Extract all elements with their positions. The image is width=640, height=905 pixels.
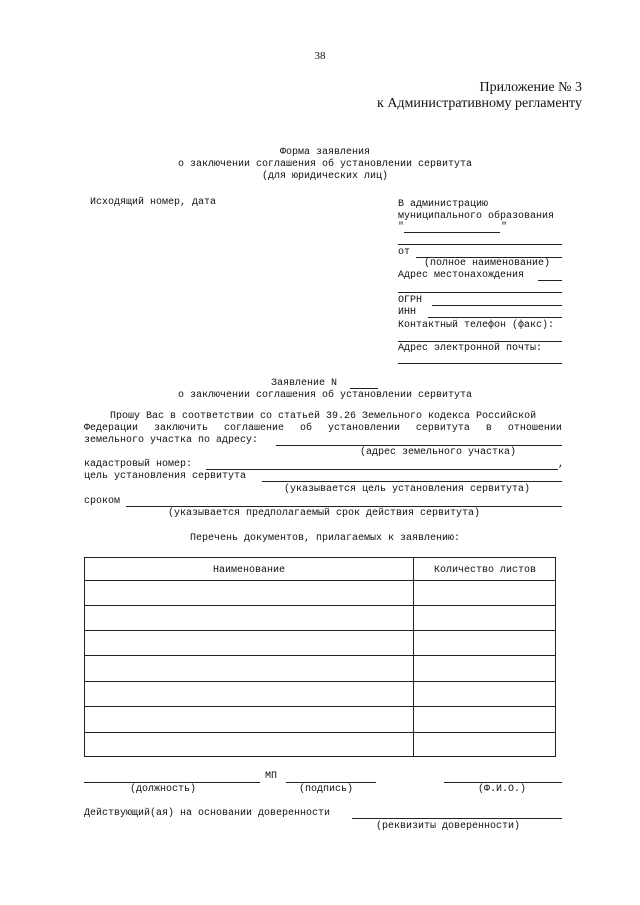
- paragraph-word: установлении: [327, 423, 400, 434]
- ogrn-label: ОГРН: [398, 295, 423, 306]
- column-header-sheets: Количество листов: [433, 565, 537, 576]
- table-row[interactable]: [85, 732, 555, 733]
- table-row[interactable]: [85, 630, 555, 631]
- addressee-line-1: В администрацию: [398, 199, 489, 210]
- term-field[interactable]: [126, 506, 562, 507]
- inn-label: ИНН: [398, 307, 417, 318]
- phone-label: Контактный телефон (факс):: [398, 320, 555, 331]
- appendix-line-1: Приложение № 3: [479, 80, 582, 95]
- page-number: 38: [314, 50, 326, 62]
- term-hint: (указывается предполагаемый срок действия сервитута): [168, 508, 481, 519]
- proxy-label: Действующий(ая) на основании доверенности: [84, 808, 331, 819]
- table-row[interactable]: [85, 580, 555, 581]
- term-label: сроком: [84, 496, 121, 507]
- addressee-blank-line[interactable]: [398, 244, 562, 245]
- table-row[interactable]: [85, 681, 555, 682]
- location-address-field-2[interactable]: [398, 292, 562, 293]
- paragraph-line-3: земельного участка по адресу:: [84, 435, 259, 446]
- purpose-label: цель установления сервитута: [84, 471, 247, 482]
- paragraph-word: соглашение: [223, 423, 284, 434]
- land-address-hint: (адрес земельного участка): [360, 447, 517, 458]
- table-row[interactable]: [85, 605, 555, 606]
- purpose-hint: (указывается цель установления сервитута): [284, 484, 531, 495]
- paragraph-word: заключить: [153, 423, 208, 434]
- paragraph-word: отношении: [507, 423, 562, 434]
- table-row[interactable]: [85, 706, 555, 707]
- statement-number-field[interactable]: [350, 388, 378, 389]
- quote-open: ": [398, 222, 405, 233]
- statement-title: Заявление N: [271, 378, 338, 389]
- inn-field[interactable]: [428, 317, 562, 318]
- quote-close: ": [501, 222, 508, 233]
- paragraph-word: сервитута: [415, 423, 470, 434]
- purpose-field[interactable]: [262, 481, 562, 482]
- municipality-name-field[interactable]: [404, 232, 500, 233]
- email-label: Адрес электронной почты:: [398, 343, 543, 354]
- paragraph-line-1: Прошу Вас в соответствии со статьей 39.26 Земельного кодекса Российской: [110, 411, 537, 422]
- stamp-label: МП: [265, 771, 278, 782]
- appendix-line-2: к Административному регламенту: [377, 96, 582, 111]
- outgoing-number-label: Исходящий номер, дата: [90, 197, 217, 208]
- phone-field[interactable]: [398, 341, 562, 342]
- form-title-line-2: о заключении соглашения об установлении сервитута: [177, 159, 473, 170]
- location-address-field[interactable]: [538, 280, 562, 281]
- table-column-divider: [413, 558, 414, 756]
- email-field[interactable]: [398, 363, 562, 364]
- form-title-line-3: (для юридических лиц): [261, 171, 389, 182]
- table-row[interactable]: [85, 655, 555, 656]
- from-label: от: [398, 247, 411, 258]
- column-header-name: Наименование: [212, 565, 285, 576]
- statement-subtitle: о заключении соглашения об установлении сервитута: [177, 390, 473, 401]
- documents-title: Перечень документов, прилагаемых к заявлению:: [189, 533, 461, 544]
- proxy-hint: (реквизиты доверенности): [376, 821, 521, 832]
- paragraph-line-2: [84, 423, 562, 435]
- documents-table: [84, 557, 556, 757]
- signature-field[interactable]: [286, 782, 376, 783]
- position-hint: (должность): [130, 784, 197, 795]
- location-address-label: Адрес местонахождения: [398, 270, 525, 281]
- full-name-field[interactable]: [444, 782, 562, 783]
- ogrn-field[interactable]: [432, 305, 562, 306]
- full-name-hint: (Ф.И.О.): [478, 784, 527, 795]
- form-title-line-1: Форма заявления: [279, 147, 370, 158]
- paragraph-word: Федерации: [84, 423, 139, 434]
- proxy-details-field[interactable]: [352, 818, 562, 819]
- addressee-line-2: муниципального образования: [398, 211, 555, 222]
- cadastral-number-field[interactable]: [206, 469, 558, 470]
- signature-hint: (подпись): [299, 784, 354, 795]
- paragraph-word: об: [299, 423, 312, 434]
- position-field[interactable]: [84, 782, 260, 783]
- paragraph-word: в: [485, 423, 492, 434]
- applicant-name-hint: (полное наименование): [424, 258, 551, 269]
- land-address-field[interactable]: [276, 445, 562, 446]
- cadastral-comma: ,: [558, 459, 565, 470]
- cadastral-label: кадастровый номер:: [84, 459, 193, 470]
